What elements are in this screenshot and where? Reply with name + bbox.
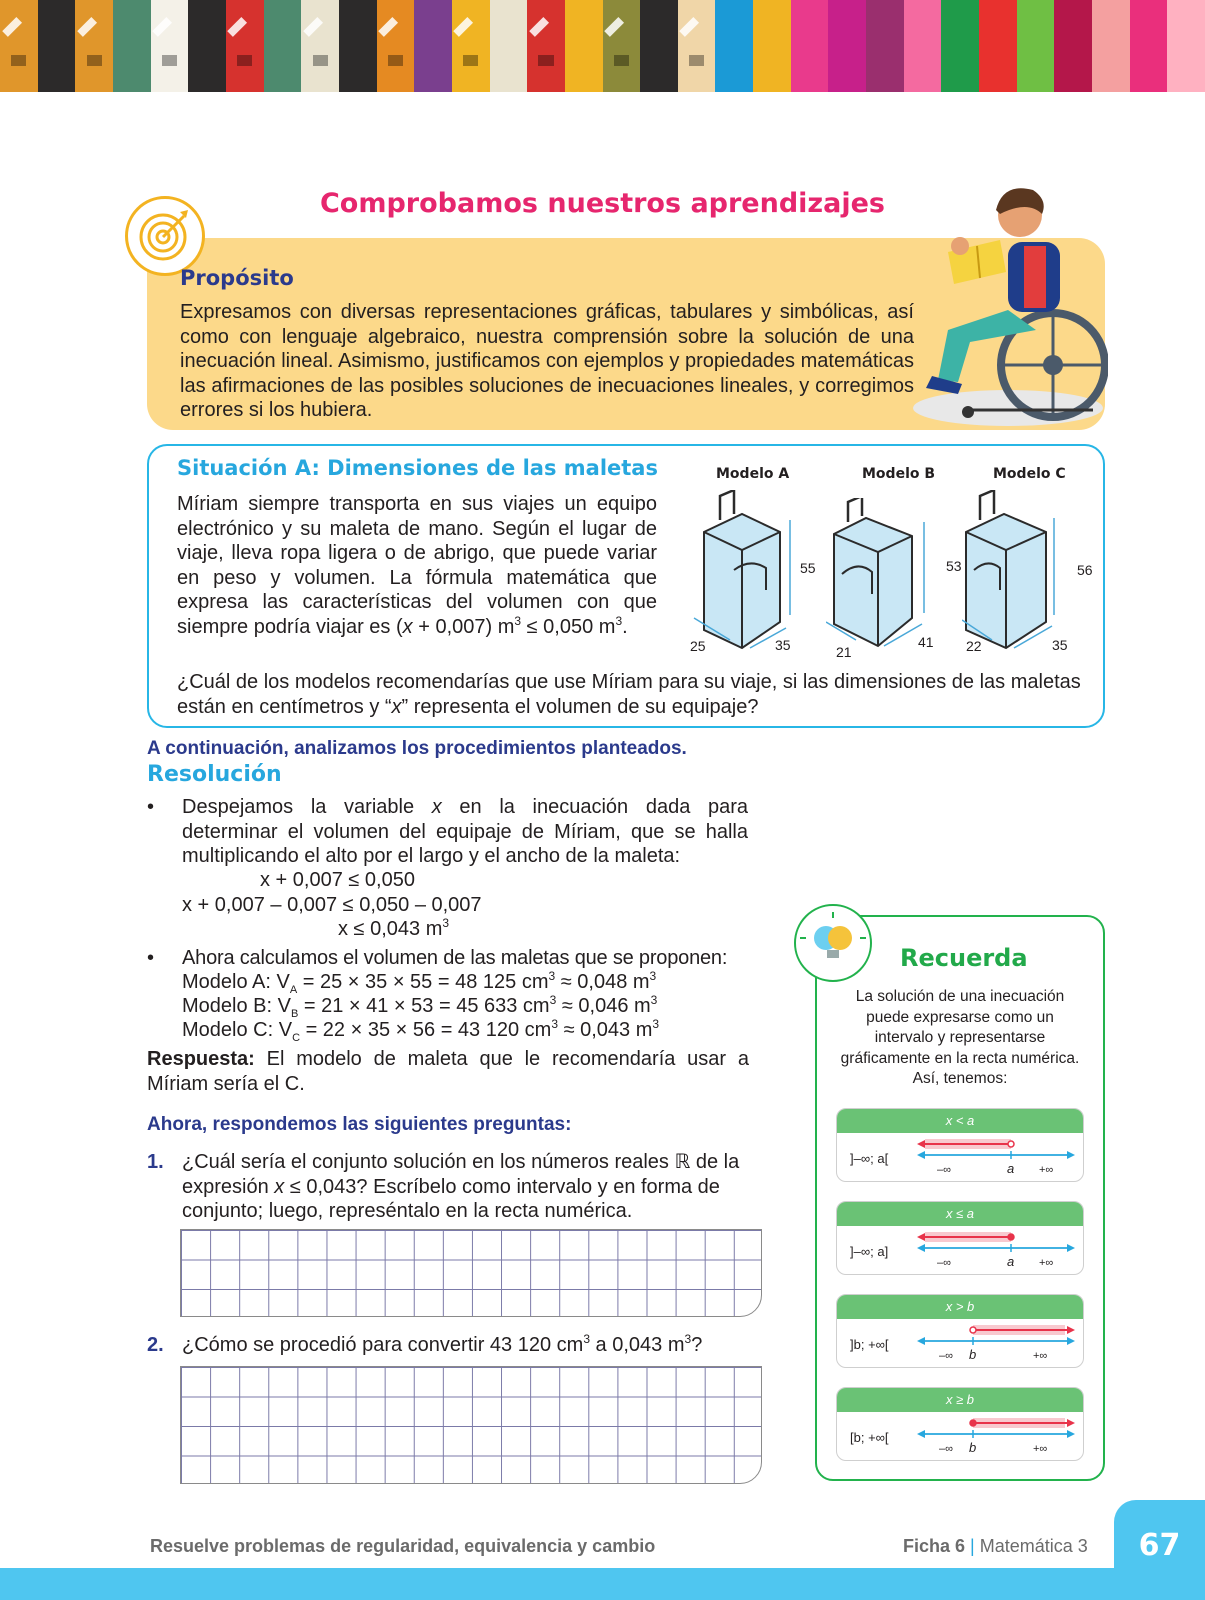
banner-stripe [565,0,603,92]
number-line-label: +∞ [1039,1257,1054,1269]
questions-heading: Ahora, respondemos las siguientes preguntas: [147,1114,572,1135]
banner-stripe [75,0,113,92]
number-line [915,1416,1077,1460]
number-line-label: a [1007,1254,1015,1269]
banner-stripe [1092,0,1130,92]
interval-card-header: x ≤ a [837,1202,1083,1226]
banner-stripe [0,0,38,92]
number-line-label: –∞ [937,1257,951,1269]
recuerda-heading: Recuerda [900,944,1028,972]
banner-stripe [377,0,415,92]
banner-stripe [264,0,302,92]
volume-model-a: Modelo A: $V_A = 25 \times 35 \times 55 = 48$ 125 $cm^3 \approx 0,048$ $m^3$ [182,969,657,996]
bullet-2-text: Ahora calculamos el volumen de las maletas que se proponen: [182,947,728,969]
banner-stripe [527,0,565,92]
equation-1: x + 0,007 ≤ 0,050 [260,869,415,891]
target-icon [125,196,205,276]
model-c-length: 35 [1052,637,1068,653]
interval-card [836,1108,1084,1182]
number-line-label: a [1007,1161,1015,1176]
banner-stripe [414,0,452,92]
suitcase-c-illustration [962,490,1082,660]
answer-grid-1[interactable] [180,1229,762,1317]
banner-stripe [678,0,716,92]
interval-card [836,1387,1084,1461]
model-a-label: Modelo A [716,466,790,482]
question-1-text: ¿Cuál sería el conjunto solución en los números reales ℝ de la expresión x ≤ 0,043? Escríbelo como intervalo y en forma de conjunto; luego, represéntalo en la recta numérica. [182,1151,740,1222]
purpose-text: Expresamos con diversas representaciones gráficas, tabulares y simbólicas, así como con lenguaje algebraico, nuestra comprensión sobre la solución de una inecuación lineal. Asimismo, justificamos con ejemplos y propiedades matemáticas las afirmaciones de las posibles soluciones de inecuaciones lineales, y corregimos errores si los hubiera. [180,301,914,421]
interval-card-header: x ≥ b [837,1388,1083,1412]
number-line-label: b [969,1440,977,1455]
question-1-number: 1. [147,1151,164,1173]
number-line-label: –∞ [939,1443,953,1455]
page-title: Comprobamos nuestros aprendizajes [319,188,885,219]
resolution-heading: Resolución [147,762,282,787]
interval-notation: ]b; +∞[ [850,1337,889,1352]
situation-question: ¿Cuál de los modelos recomendarías que use Míriam para su viaje, si las dimensiones de las maletas están en centímetros y “x” representa el volumen de su equipaje? [177,671,1081,718]
brain-lightbulb-icon [794,904,872,982]
banner-stripe [490,0,528,92]
recuerda-text: La solución de una inecuación puede expresarse como un intervalo y representarse gráficamente en la recta numérica. Así, tenemos: [840,988,1080,1087]
situation-text: Míriam siempre transporta en sus viajes un equipo electrónico y su maleta de mano. Según el lugar de viaje, lleva ropa ligera o de abrigo, que puede variar en peso y volumen. La fórmula matemática que expresa las características del volumen con que siempre podría viajar es (x + 0,007) $m^3 \le 0,050$ $m^3$. [177,493,657,638]
banner-stripe [866,0,904,92]
banner-stripe [603,0,641,92]
suitcase-a-illustration [690,490,810,660]
banner-stripe [113,0,151,92]
purpose-heading: Propósito [180,266,294,290]
banner-stripe [828,0,866,92]
footer-sheet: Ficha 6 | Matemática 3 [903,1536,1088,1556]
interval-card [836,1201,1084,1275]
answer-text: Respuesta: El modelo de maleta que le recomendaría usar a Míriam sería el C. [147,1048,749,1095]
banner-stripe [1130,0,1168,92]
bullet-1-marker: • [147,796,155,818]
model-b-label: Modelo B [862,466,936,482]
banner-stripe [753,0,791,92]
situation-heading: Situación A: Dimensiones de las maletas [177,456,658,480]
model-a-width: 25 [690,638,706,654]
equation-2: x + 0,007 – 0,007 ≤ 0,050 – 0,007 [182,894,482,916]
bullet-2-marker: • [147,947,155,969]
footer-topic: Resuelve problemas de regularidad, equivalencia y cambio [150,1536,656,1556]
answer-grid-2[interactable] [180,1366,762,1484]
banner-stripe [979,0,1017,92]
textile-banner [0,0,1205,92]
model-c-width: 22 [966,638,982,654]
model-a-length: 35 [775,637,791,653]
footer-band [0,1568,1205,1600]
interval-notation: ]–∞; a] [850,1244,889,1259]
interval-card-header: x < a [837,1109,1083,1133]
model-a-height: 55 [800,560,816,576]
number-line-label: +∞ [1033,1350,1048,1362]
banner-stripe [1017,0,1055,92]
banner-stripe [339,0,377,92]
interval-notation: ]–∞; a[ [850,1151,889,1166]
number-line [915,1323,1077,1367]
bullet-1-text: Despejamos la variable x en la inecuación dada para determinar el volumen del equipaje de Míriam, que se halla multiplicando el alto por el largo y el ancho de la maleta: [182,796,748,867]
interval-notation: [b; +∞[ [850,1430,889,1445]
banner-stripe [791,0,829,92]
interval-card-header: x > b [837,1295,1083,1319]
page-number: 67 [1138,1528,1181,1563]
model-b-width: 21 [836,644,852,660]
number-line-label: –∞ [937,1164,951,1176]
banner-stripe [1054,0,1092,92]
banner-stripe [452,0,490,92]
model-b-length: 41 [918,634,934,650]
banner-stripe [1167,0,1205,92]
student-wheelchair-illustration [908,180,1108,442]
banner-stripe [301,0,339,92]
volume-model-c: Modelo C: $V_C = 22 \times 35 \times 56 = 43$ 120 $cm^3 \approx 0,043$ $m^3$ [182,1017,660,1044]
number-line-label: +∞ [1033,1443,1048,1455]
banner-stripe [188,0,226,92]
banner-stripe [226,0,264,92]
banner-stripe [151,0,189,92]
model-c-height: 56 [1077,562,1093,578]
volume-model-b: Modelo B: $V_B = 21 \times 41 \times 53 = 45$ 633 $cm^3 \approx 0,046$ $m^3$ [182,993,658,1020]
model-c-label: Modelo C [993,466,1066,482]
number-line-label: +∞ [1039,1164,1054,1176]
banner-stripe [640,0,678,92]
question-2-number: 2. [147,1334,164,1356]
question-2-text: ¿Cómo se procedió para convertir 43 120 $cm^3$ a 0,043 $m^3$? [182,1332,703,1356]
model-b-height: 53 [946,558,962,574]
number-line-label: –∞ [939,1350,953,1362]
interval-card [836,1294,1084,1368]
banner-stripe [904,0,942,92]
banner-stripe [38,0,76,92]
equation-3: x ≤ 0,043 $m^3$ [338,916,450,940]
number-line [915,1137,1077,1181]
number-line-label: b [969,1347,977,1362]
number-line [915,1230,1077,1274]
analysis-intro: A continuación, analizamos los procedimientos planteados. [147,738,687,759]
banner-stripe [941,0,979,92]
banner-stripe [715,0,753,92]
